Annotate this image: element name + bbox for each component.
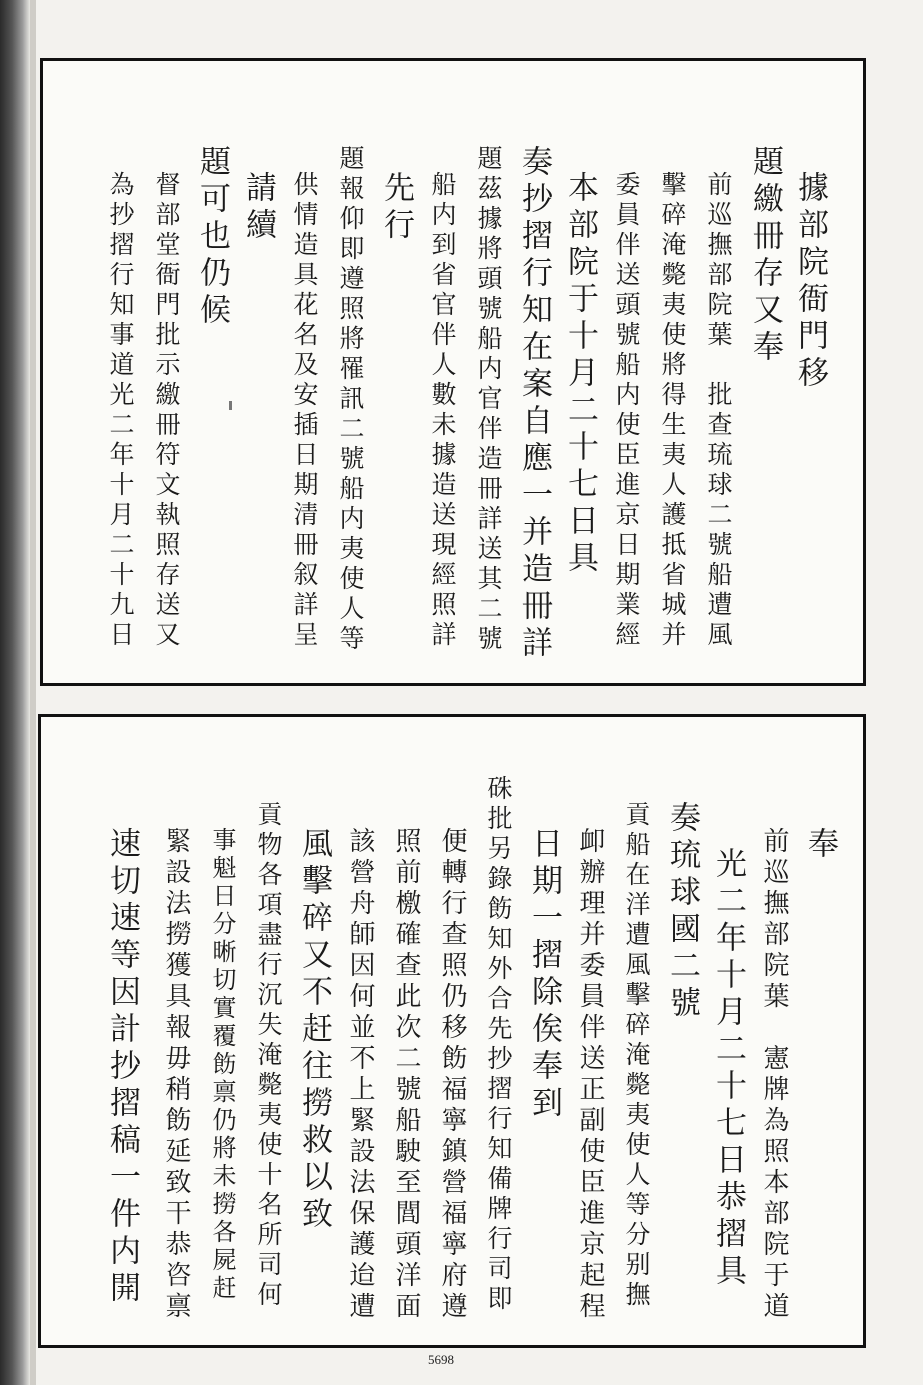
text-column: 風擊碎又不赶往撈救以致 [296, 827, 332, 1234]
bottom-document-panel [38, 714, 866, 1348]
top-document-panel [40, 58, 866, 686]
text-column: 據部院衙門移 [792, 171, 828, 393]
text-column: 奏琉球國二號 [664, 801, 700, 1023]
text-column: 請續 [240, 171, 276, 245]
text-column: 題報仰即遵照將罹訊二號船内夷使人等 [336, 145, 365, 655]
text-column: 委員伴送頭號船内使臣進京日期業經 [612, 171, 641, 651]
text-column: 本部院于十月二十七日具 [562, 171, 598, 578]
book-binding-shadow [0, 0, 30, 1385]
text-column: 事魁日分晰切實覆飭禀仍將未撈各屍赶 [208, 827, 236, 1303]
text-column: 題繳冊存又奉 [747, 145, 783, 367]
text-column: 為抄摺行知事道光二年十月二十九日 [106, 171, 135, 651]
text-column: 光二年十月二十七日恭摺具 [710, 847, 746, 1291]
text-column: 先行 [378, 171, 414, 245]
ink-speck [229, 401, 232, 410]
text-column: 照前檄確查此次二號船駛至閭頭洋面 [391, 827, 421, 1323]
text-column: 速切速等因計抄摺稿一件内開 [104, 827, 140, 1308]
page-edge [30, 0, 36, 1385]
text-column: 題可也仍候 [194, 145, 230, 330]
text-column: 硃批另錄飭知外合先抄摺行知備牌行司即 [484, 775, 513, 1315]
text-column: 日期一摺除俟奉到 [526, 827, 562, 1123]
text-column: 便轉行查照仍移飭福寧鎮營福寧府遵 [437, 827, 467, 1323]
text-column: 貢船在洋遭風擊碎淹斃夷使人等分别撫 [622, 801, 651, 1311]
text-column: 前巡撫部院葉 批查琉球二號船遭風 [704, 171, 733, 651]
text-column: 擊碎淹斃夷使將得生夷人護抵省城并 [658, 171, 687, 651]
text-column: 貢物各項盡行沉失淹斃夷使十名所司何 [254, 801, 283, 1311]
text-column: 奉 [802, 827, 838, 864]
text-column: 緊設法撈獲具報毋稍飭延致干恭咨禀 [161, 827, 191, 1323]
text-column: 督部堂衙門批示繳冊符文執照存送又 [152, 171, 181, 651]
page-number: 5698 [428, 1352, 454, 1367]
text-column: 題茲據將頭號船内官伴造冊詳送其二號 [474, 145, 503, 655]
text-column: 卹辦理并委員伴送正副使臣進京起程 [575, 827, 605, 1323]
text-column: 該營舟師因何並不上緊設法保護迨遭 [345, 827, 375, 1323]
text-column: 奏抄摺行知在案自應一并造冊詳 [516, 145, 552, 663]
text-column: 供情造具花名及安插日期清冊叙詳呈 [290, 171, 319, 651]
text-column: 船内到省官伴人數未據造送現經照詳 [428, 171, 457, 651]
text-column: 前巡撫部院葉 憲牌為照本部院于道 [759, 827, 789, 1323]
